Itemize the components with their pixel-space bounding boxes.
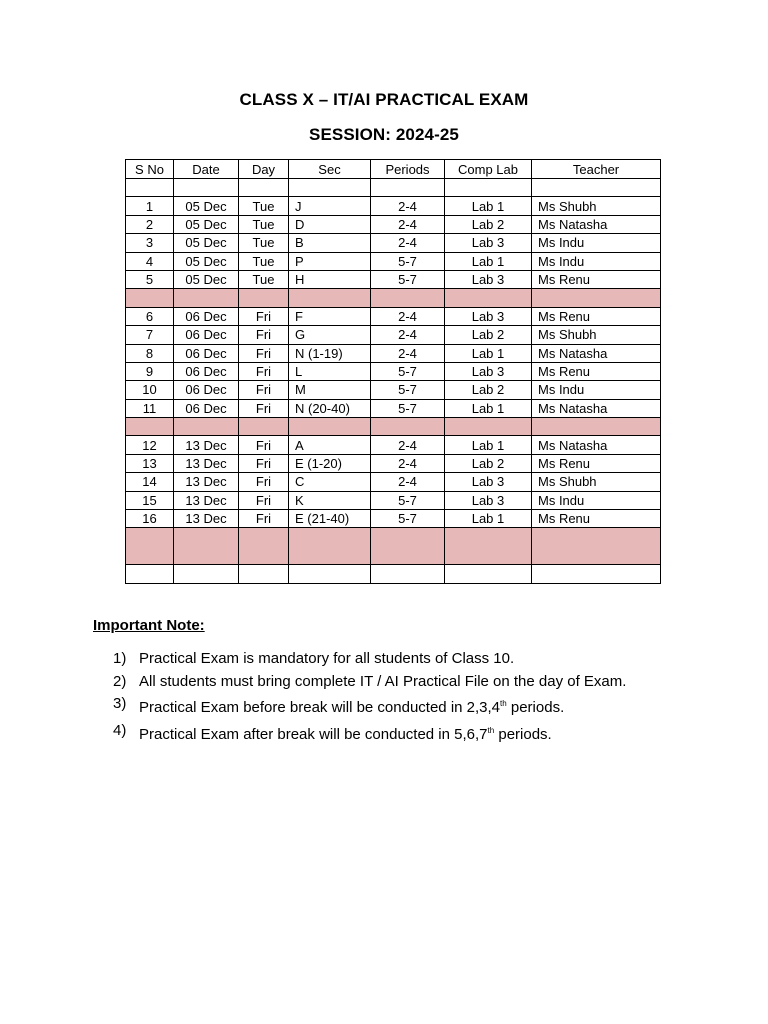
column-header: Date: [174, 160, 239, 179]
table-cell: Ms Natasha: [532, 436, 661, 454]
empty-cell: [532, 528, 661, 565]
table-row: [126, 454, 661, 472]
table-cell: Fri: [239, 399, 289, 417]
note-text: Practical Exam after break will be conducted in 5,6,7: [139, 725, 488, 743]
table-cell: Ms Renu: [532, 307, 661, 325]
table-cell: 5-7: [371, 491, 445, 509]
table-cell: Fri: [239, 473, 289, 491]
note-superscript: th: [487, 725, 495, 735]
table-cell: F: [289, 307, 371, 325]
table-cell: Fri: [239, 344, 289, 362]
empty-cell: [445, 179, 532, 197]
table-cell: Lab 1: [445, 436, 532, 454]
empty-cell: [126, 418, 174, 436]
note-number: 3): [113, 695, 127, 712]
blank-row: [126, 179, 661, 197]
note-item: [113, 720, 673, 747]
column-header: Day: [239, 160, 289, 179]
column-header: Sec: [289, 160, 371, 179]
note-tail: periods.: [494, 725, 552, 743]
table-cell: 5-7: [371, 399, 445, 417]
note-superscript: th: [500, 699, 507, 708]
table-cell: 5-7: [371, 381, 445, 399]
table-row: [126, 473, 661, 491]
table-cell: Ms Renu: [532, 362, 661, 380]
table-cell: 05 Dec: [174, 270, 239, 288]
empty-cell: [239, 289, 289, 307]
empty-cell: [239, 418, 289, 436]
empty-cell: [371, 418, 445, 436]
table-row: [126, 252, 661, 270]
table-cell: 12: [126, 436, 174, 454]
table-cell: Ms Indu: [532, 234, 661, 252]
empty-cell: [174, 289, 239, 307]
empty-cell: [289, 179, 371, 197]
note-item: [113, 671, 673, 694]
table-cell: 13 Dec: [174, 473, 239, 491]
table-cell: N (20-40): [289, 399, 371, 417]
table-cell: Ms Renu: [532, 454, 661, 472]
table-cell: Ms Shubh: [532, 326, 661, 344]
table-cell: 5-7: [371, 362, 445, 380]
empty-cell: [174, 565, 239, 583]
table-cell: 5: [126, 270, 174, 288]
table-cell: 6: [126, 307, 174, 325]
empty-cell: [126, 289, 174, 307]
table-row: [126, 399, 661, 417]
table-cell: Ms Natasha: [532, 344, 661, 362]
table-row: [126, 307, 661, 325]
empty-cell: [174, 528, 239, 565]
table-cell: 2-4: [371, 344, 445, 362]
table-cell: Ms Shubh: [532, 197, 661, 215]
empty-cell: [445, 289, 532, 307]
table-cell: Fri: [239, 436, 289, 454]
table-row: [126, 344, 661, 362]
table-cell: 13 Dec: [174, 510, 239, 528]
table-cell: A: [289, 436, 371, 454]
table-cell: Lab 2: [445, 326, 532, 344]
exam-schedule-table: [125, 159, 661, 584]
table-cell: Fri: [239, 362, 289, 380]
note-text: All students must bring complete IT / AI Practical File on the day of Exam.: [139, 672, 627, 690]
table-cell: 10: [126, 381, 174, 399]
table-row: [126, 436, 661, 454]
table-cell: Lab 3: [445, 362, 532, 380]
table-cell: 06 Dec: [174, 381, 239, 399]
empty-cell: [174, 179, 239, 197]
table-cell: Lab 2: [445, 381, 532, 399]
table-cell: 9: [126, 362, 174, 380]
note-item: [113, 648, 673, 671]
table-cell: Lab 3: [445, 270, 532, 288]
empty-cell: [289, 418, 371, 436]
table-cell: 05 Dec: [174, 234, 239, 252]
table-cell: E (21-40): [289, 510, 371, 528]
table-cell: 13 Dec: [174, 491, 239, 509]
table-row: [126, 215, 661, 233]
table-cell: 4: [126, 252, 174, 270]
table-cell: Lab 1: [445, 510, 532, 528]
table-cell: Lab 3: [445, 473, 532, 491]
empty-cell: [371, 179, 445, 197]
empty-cell: [174, 418, 239, 436]
table-cell: Lab 1: [445, 399, 532, 417]
table-cell: N (1-19): [289, 344, 371, 362]
table-cell: Fri: [239, 381, 289, 399]
table-cell: Ms Natasha: [532, 399, 661, 417]
table-cell: 3: [126, 234, 174, 252]
table-cell: Tue: [239, 270, 289, 288]
table-body: [126, 179, 661, 584]
table-cell: 15: [126, 491, 174, 509]
table-cell: Lab 3: [445, 491, 532, 509]
blank-row: [126, 565, 661, 583]
column-header: Teacher: [532, 160, 661, 179]
empty-cell: [445, 418, 532, 436]
empty-cell: [532, 179, 661, 197]
table-cell: 2-4: [371, 326, 445, 344]
column-header: S No: [126, 160, 174, 179]
table-cell: 2-4: [371, 473, 445, 491]
table-cell: Tue: [239, 252, 289, 270]
table-cell: 13: [126, 454, 174, 472]
table-cell: E (1-20): [289, 454, 371, 472]
table-row: [126, 326, 661, 344]
empty-cell: [445, 565, 532, 583]
table-cell: Lab 1: [445, 252, 532, 270]
document-title: CLASS X – IT/AI PRACTICAL EXAM: [239, 90, 529, 109]
table-cell: L: [289, 362, 371, 380]
empty-cell: [239, 179, 289, 197]
table-cell: Tue: [239, 234, 289, 252]
empty-cell: [371, 528, 445, 565]
empty-cell: [532, 418, 661, 436]
table-row: [126, 270, 661, 288]
table-cell: 2-4: [371, 454, 445, 472]
empty-cell: [126, 179, 174, 197]
table-cell: Fri: [239, 491, 289, 509]
table-cell: 5-7: [371, 510, 445, 528]
note-item: [113, 693, 673, 720]
empty-cell: [289, 528, 371, 565]
table-cell: 06 Dec: [174, 344, 239, 362]
empty-cell: [532, 565, 661, 583]
table-cell: P: [289, 252, 371, 270]
table-row: [126, 234, 661, 252]
empty-cell: [126, 528, 174, 565]
note-text: Practical Exam before break will be conducted in 2,3,4: [139, 699, 501, 716]
table-cell: 7: [126, 326, 174, 344]
table-cell: H: [289, 270, 371, 288]
table-cell: 13 Dec: [174, 436, 239, 454]
table-header-row: [126, 160, 661, 179]
table-cell: 14: [126, 473, 174, 491]
table-row: [126, 381, 661, 399]
table-cell: 2-4: [371, 307, 445, 325]
empty-cell: [371, 289, 445, 307]
column-header: Comp Lab: [445, 160, 532, 179]
table-cell: 5-7: [371, 252, 445, 270]
table-cell: Lab 1: [445, 344, 532, 362]
table-cell: G: [289, 326, 371, 344]
notes-list: [113, 648, 673, 746]
empty-cell: [289, 565, 371, 583]
table-row: [126, 197, 661, 215]
table-cell: Ms Renu: [532, 510, 661, 528]
empty-cell: [371, 565, 445, 583]
table-cell: 05 Dec: [174, 197, 239, 215]
table-cell: 16: [126, 510, 174, 528]
table-cell: 2-4: [371, 197, 445, 215]
table-cell: 06 Dec: [174, 326, 239, 344]
empty-cell: [239, 528, 289, 565]
table-cell: B: [289, 234, 371, 252]
table-cell: Ms Natasha: [532, 215, 661, 233]
table-cell: 2-4: [371, 436, 445, 454]
column-header: Periods: [371, 160, 445, 179]
table-cell: 2-4: [371, 215, 445, 233]
note-text: Practical Exam is mandatory for all students of Class 10.: [139, 650, 515, 667]
table-cell: Lab 2: [445, 215, 532, 233]
table-cell: C: [289, 473, 371, 491]
empty-cell: [445, 528, 532, 565]
note-number: 1): [113, 650, 127, 667]
table-cell: Lab 1: [445, 197, 532, 215]
table-cell: Tue: [239, 197, 289, 215]
separator-row: [126, 418, 661, 436]
table-cell: 2-4: [371, 234, 445, 252]
table-cell: Tue: [239, 215, 289, 233]
notes-heading: Important Note:: [93, 617, 205, 634]
table-cell: Ms Renu: [532, 270, 661, 288]
table-row: [126, 362, 661, 380]
separator-row: [126, 289, 661, 307]
table-cell: Fri: [239, 510, 289, 528]
table-cell: Ms Shubh: [532, 473, 661, 491]
table-cell: 06 Dec: [174, 399, 239, 417]
table-cell: Fri: [239, 454, 289, 472]
table-cell: Ms Indu: [532, 252, 661, 270]
empty-cell: [289, 289, 371, 307]
table-cell: 1: [126, 197, 174, 215]
table-row: [126, 491, 661, 509]
table-cell: 13 Dec: [174, 454, 239, 472]
table-cell: 2: [126, 215, 174, 233]
table-cell: Fri: [239, 307, 289, 325]
empty-cell: [532, 289, 661, 307]
table-cell: 06 Dec: [174, 307, 239, 325]
table-cell: 11: [126, 399, 174, 417]
table-cell: K: [289, 491, 371, 509]
session-title: SESSION: 2024-25: [309, 125, 459, 144]
table-cell: 05 Dec: [174, 215, 239, 233]
empty-cell: [239, 565, 289, 583]
note-number: 4): [113, 721, 127, 739]
empty-cell: [126, 565, 174, 583]
table-cell: 06 Dec: [174, 362, 239, 380]
table-cell: Lab 2: [445, 454, 532, 472]
table-cell: Fri: [239, 326, 289, 344]
table-cell: M: [289, 381, 371, 399]
table-cell: D: [289, 215, 371, 233]
note-number: 2): [113, 672, 127, 690]
note-tail: periods.: [506, 699, 565, 716]
separator-row: [126, 528, 661, 565]
table-cell: Ms Indu: [532, 381, 661, 399]
table-row: [126, 510, 661, 528]
table-cell: Lab 3: [445, 307, 532, 325]
table-cell: Ms Indu: [532, 491, 661, 509]
table-cell: 8: [126, 344, 174, 362]
table-cell: 05 Dec: [174, 252, 239, 270]
table-cell: 5-7: [371, 270, 445, 288]
table-cell: Lab 3: [445, 234, 532, 252]
table-cell: J: [289, 197, 371, 215]
